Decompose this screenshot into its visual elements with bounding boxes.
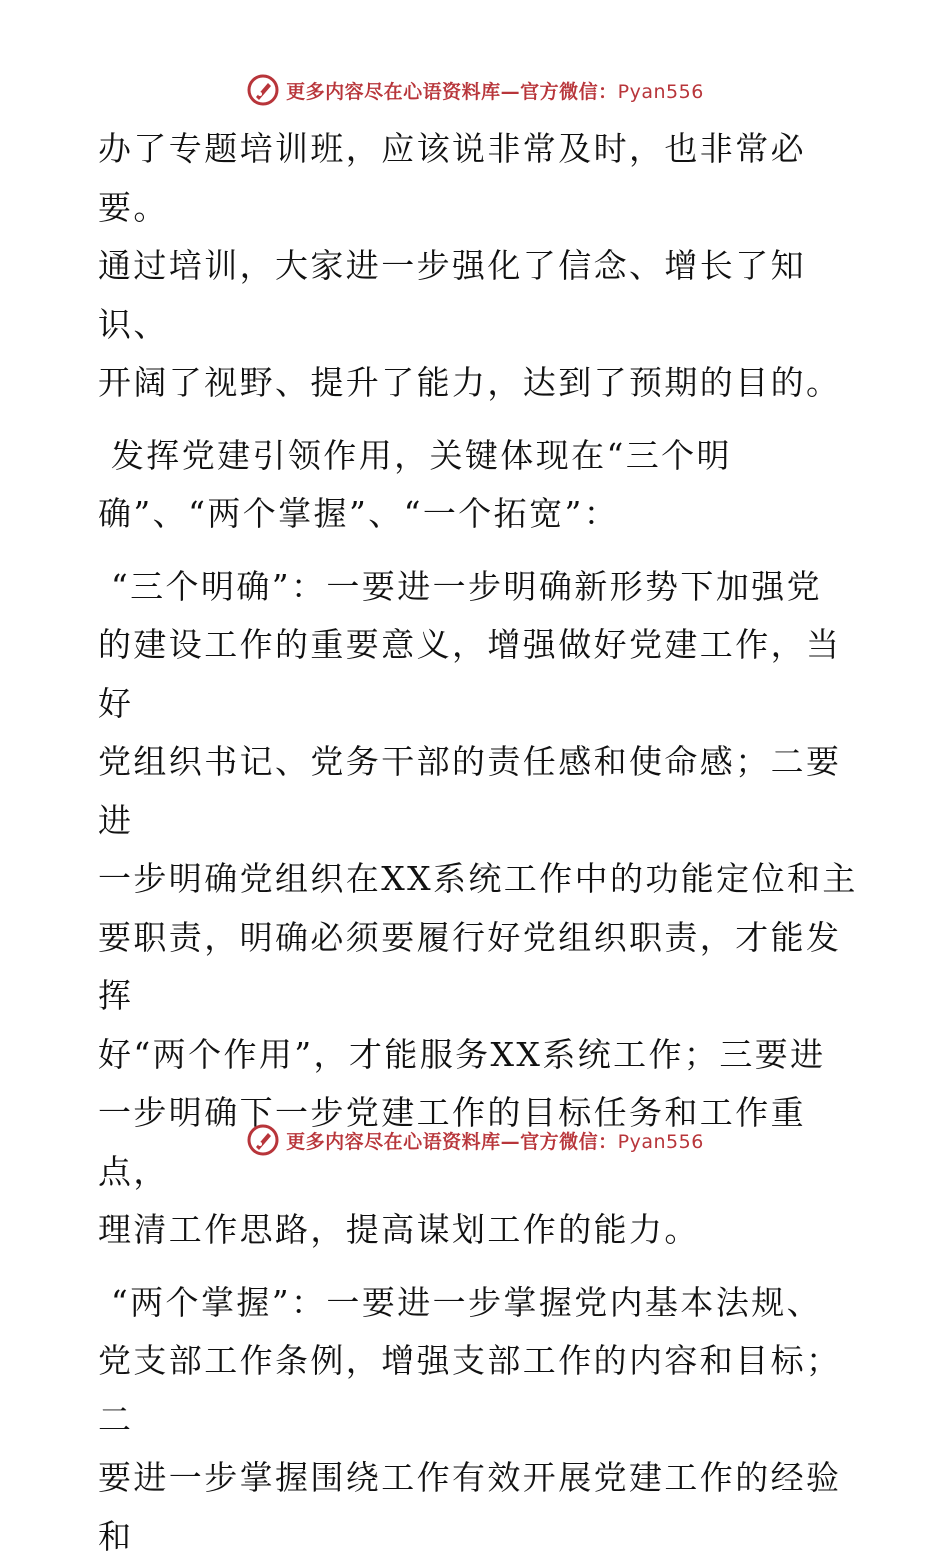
footer-watermark bbox=[0, 1120, 950, 1160]
watermark-text: 更多内容尽在心语资料库—官方微信：Pyan556 bbox=[286, 1127, 704, 1154]
paragraph-training: 办了专题培训班，应该说非常及时，也非常必要。 通过培训，大家进一步强化了信念、增长了知识、 开阔了视野、提升了能力，达到了预期的目的。 bbox=[98, 120, 858, 413]
paragraph-party-leading: 发挥党建引领作用，关键体现在“三个明 确”、“两个掌握”、“一个拓宽”： bbox=[98, 427, 858, 544]
document-body bbox=[98, 120, 858, 1566]
watermark-text: 更多内容尽在心语资料库—官方微信：Pyan556 bbox=[286, 77, 704, 104]
pen-nib-logo-icon bbox=[246, 1123, 280, 1157]
paragraph-three-clarifications: “三个明确”：一要进一步明确新形势下加强党 的建设工作的重要意义，增强做好党建工作，当好 党组织书记、党务干部的责任感和使命感；二要进 一步明确党组织在XX系统工作中的功能定位和主 要职责，明确必须要履行好党组织职责，才能发挥 好“两个作用”，才能服务XX系统工作；三要进 一步明确下一步党建工作的目标任务和工作重点， 理清工作思路，提高谋划工作的能力。 bbox=[98, 558, 858, 1260]
header-watermark bbox=[0, 70, 950, 110]
pen-nib-logo-icon bbox=[246, 73, 280, 107]
paragraph-two-masteries: “两个掌握”：一要进一步掌握党内基本法规、 党支部工作条例，增强支部工作的内容和目标；二 要进一步掌握围绕工作有效开展党建工作的经验和 bbox=[98, 1274, 858, 1566]
